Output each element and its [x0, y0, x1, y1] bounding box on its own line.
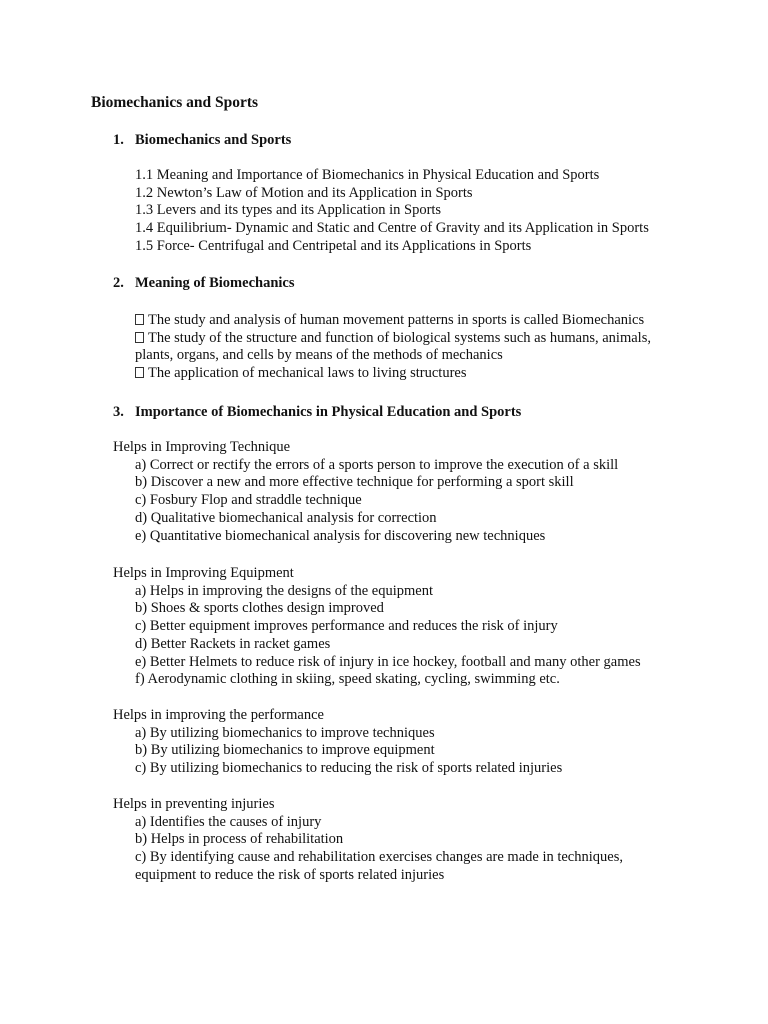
section-2-bullets [135, 312, 651, 383]
section-1-number: 1. [113, 132, 124, 148]
list-item: b) By utilizing biomechanics to improve equipment [135, 742, 435, 759]
list-item: a) Helps in improving the designs of the equipment [135, 582, 434, 599]
bullet-text: The application of mechanical laws to living structures [148, 365, 467, 382]
bullet-icon [135, 314, 144, 325]
list-item: c) Fosbury Flop and straddle technique [135, 492, 362, 509]
section-2-heading [113, 275, 295, 293]
list-item: a) Identifies the causes of injury [135, 813, 322, 830]
section-3-heading [113, 404, 521, 422]
list-item-continuation: equipment to reduce the risk of sports related injuries [135, 866, 445, 883]
bullet-text: The study of the structure and function of biological systems such as humans, animals, [148, 329, 651, 346]
bullet-icon [135, 332, 144, 343]
group-equipment [113, 565, 641, 689]
list-item: c) Better equipment improves performance and reduces the risk of injury [135, 618, 558, 635]
bullet-icon [135, 367, 144, 378]
list-item: b) Shoes & sports clothes design improved [135, 600, 384, 617]
group-title: Helps in preventing injuries [113, 796, 275, 812]
list-item: 1.5 Force- Centrifugal and Centripetal and its Applications in Sports [135, 237, 532, 254]
group-title: Helps in Improving Equipment [113, 565, 294, 581]
list-item: 1.4 Equilibrium- Dynamic and Static and Centre of Gravity and its Application in Sports [135, 220, 649, 237]
group-title: Helps in Improving Technique [113, 439, 291, 455]
list-item: 1.1 Meaning and Importance of Biomechanics in Physical Education and Sports [135, 167, 600, 183]
group-title: Helps in improving the performance [113, 707, 324, 723]
list-item: f) Aerodynamic clothing in skiing, speed skating, cycling, swimming etc. [135, 671, 560, 688]
list-item: 1.2 Newton’s Law of Motion and its Application in Sports [135, 184, 473, 201]
list-item: e) Quantitative biomechanical analysis for discovering new techniques [135, 527, 546, 544]
bullet-item [135, 312, 651, 330]
bullet-continuation: plants, organs, and cells by means of the methods of mechanics [135, 347, 503, 364]
list-item: c) By identifying cause and rehabilitation exercises changes are made in techniques, [135, 849, 623, 866]
section-3-number: 3. [113, 404, 124, 420]
list-item: e) Better Helmets to reduce risk of injury in ice hockey, football and many other games [135, 653, 641, 670]
list-item: 1.3 Levers and its types and its Application in Sports [135, 202, 442, 219]
section-1-heading [113, 132, 291, 150]
list-item: b) Discover a new and more effective technique for performing a sport skill [135, 474, 574, 491]
bullet-item [135, 365, 651, 383]
list-item: a) By utilizing biomechanics to improve techniques [135, 724, 435, 741]
group-injuries [113, 796, 623, 885]
list-item: b) Helps in process of rehabilitation [135, 831, 344, 848]
section-1-list [135, 167, 649, 256]
section-2-title: Meaning of Biomechanics [135, 275, 295, 291]
list-item: a) Correct or rectify the errors of a sports person to improve the execution of a skill [135, 456, 619, 473]
bullet-text: The study and analysis of human movement patterns in sports is called Biomechanics [148, 312, 645, 328]
bullet-item [135, 330, 651, 348]
section-2-number: 2. [113, 275, 124, 291]
section-3-title: Importance of Biomechanics in Physical Education and Sports [135, 404, 522, 420]
group-performance [113, 707, 562, 778]
group-technique [113, 439, 618, 545]
document-title: Biomechanics and Sports [91, 94, 259, 111]
list-item: d) Qualitative biomechanical analysis for correction [135, 509, 437, 526]
list-item: d) Better Rackets in racket games [135, 635, 331, 652]
section-1-title: Biomechanics and Sports [135, 132, 292, 148]
list-item: c) By utilizing biomechanics to reducing the risk of sports related injuries [135, 760, 563, 777]
